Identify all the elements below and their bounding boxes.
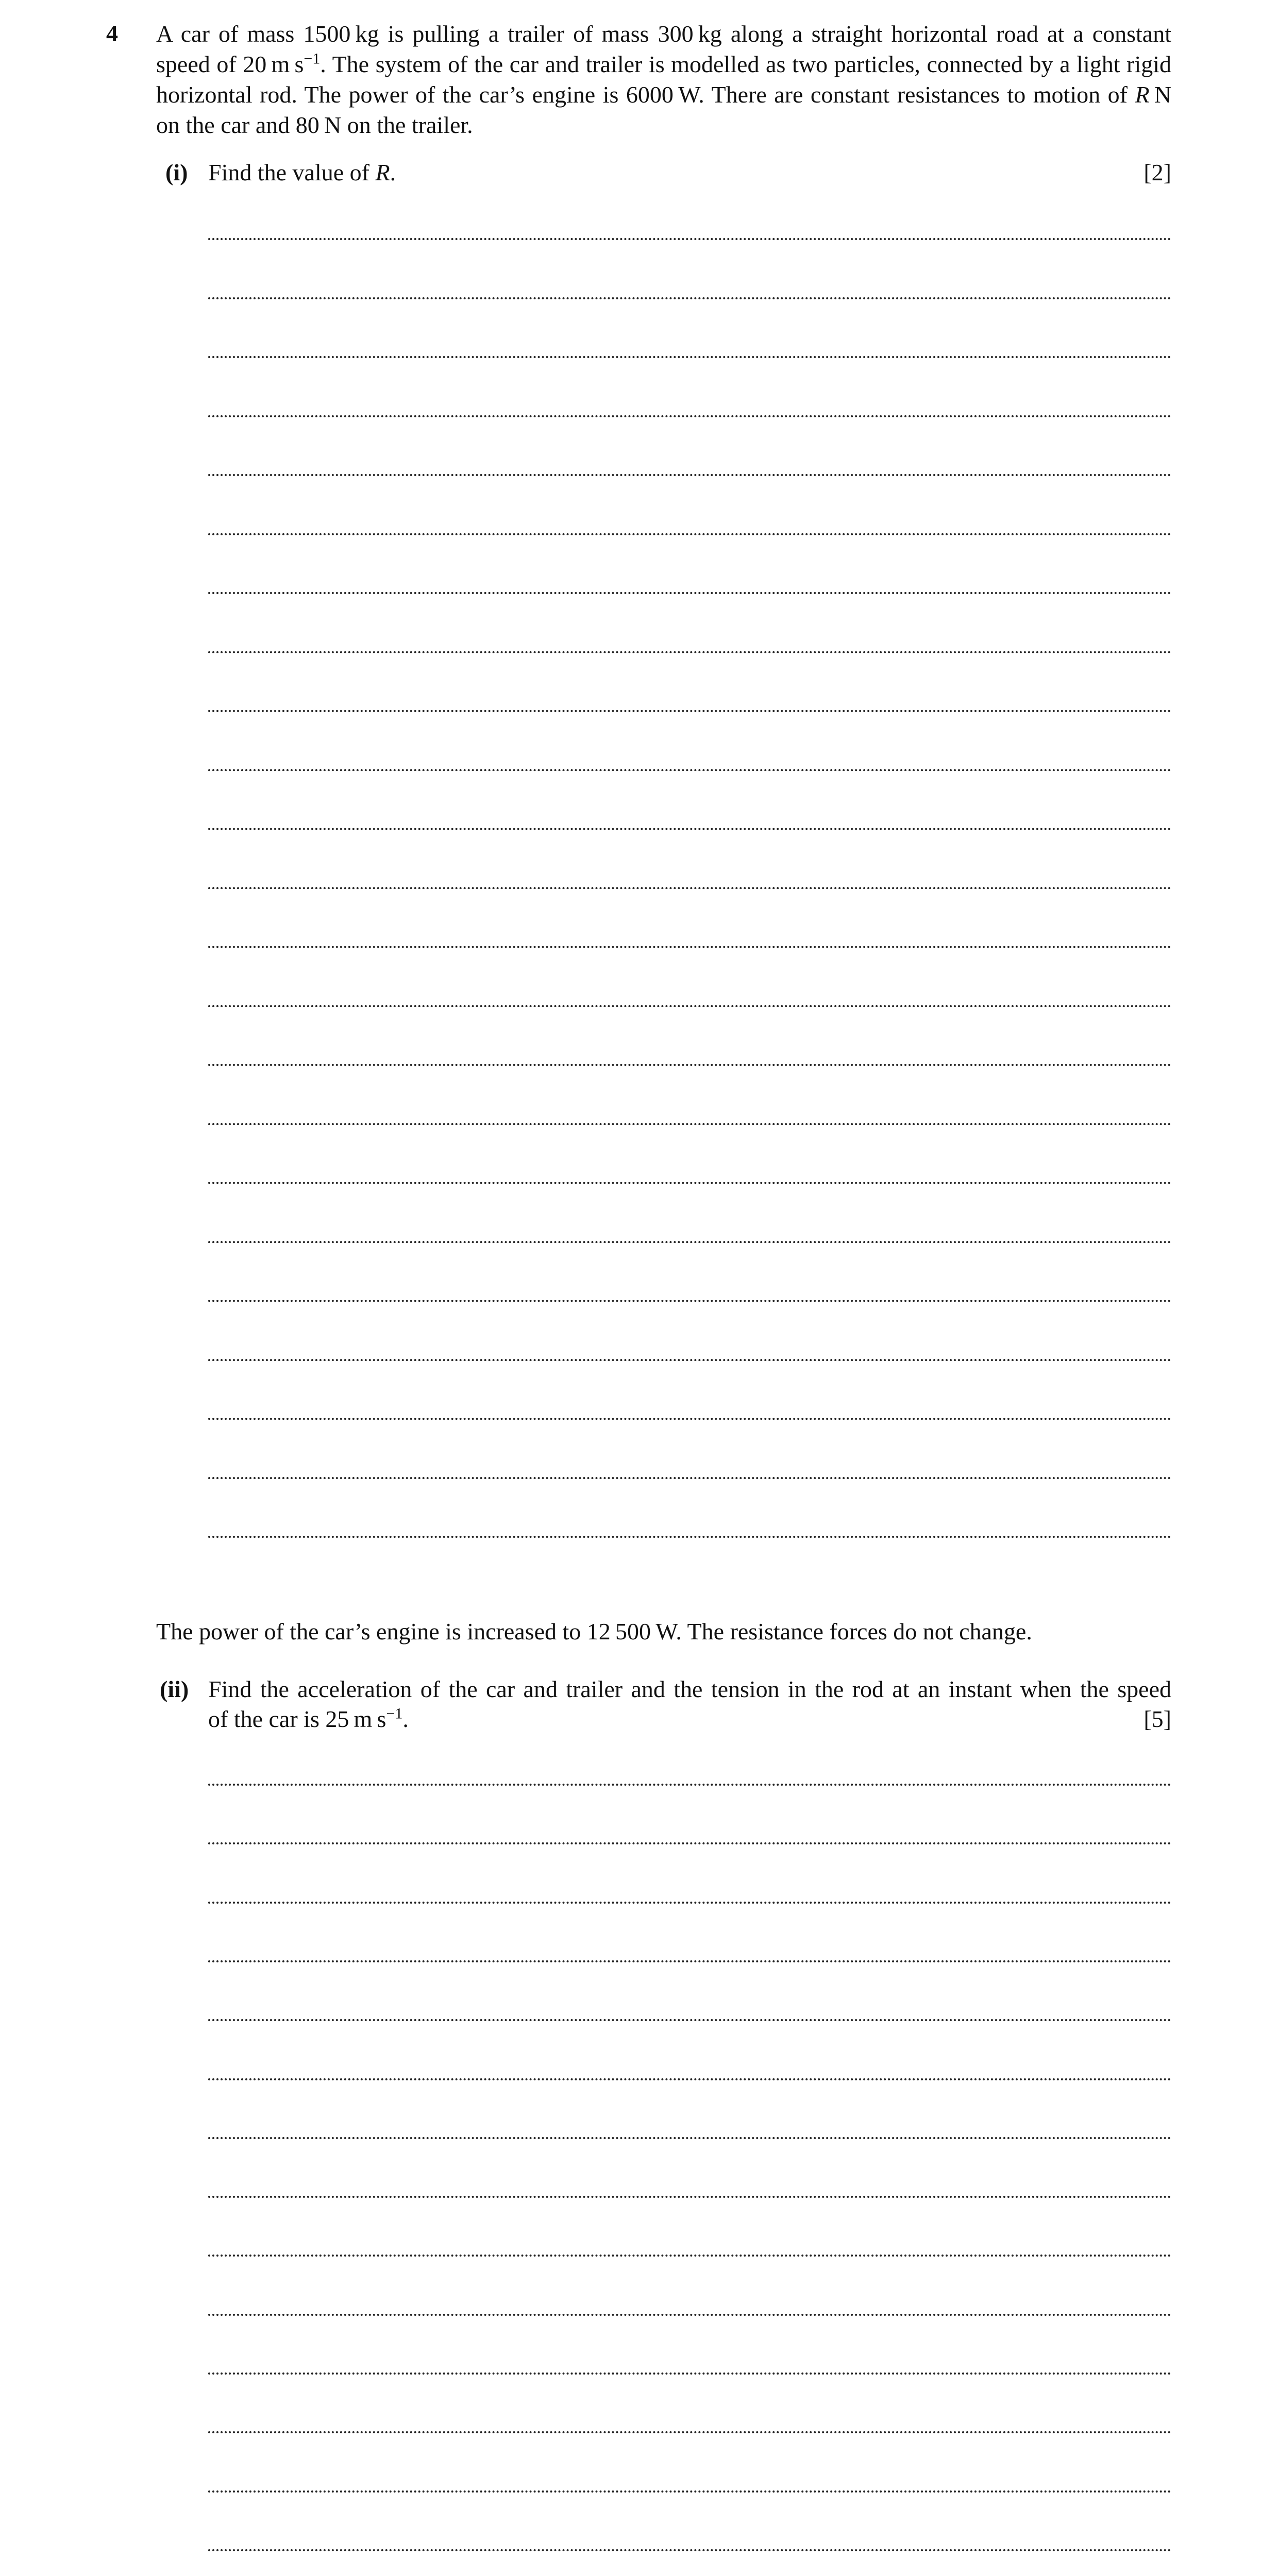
part-ii-question (208, 1674, 1171, 1734)
answer-line[interactable] (208, 1477, 1171, 1479)
answer-line[interactable] (208, 828, 1171, 830)
stem-text-2: . The system of the car and trailer is modelled as two particles, connected by a light rigid horizontal rod. The power of the car’s engine is 6000 W. There are constant resistances to motion of (156, 51, 1172, 108)
part-i-variable-r: R (375, 159, 390, 185)
answer-line[interactable] (208, 1300, 1171, 1302)
answer-line[interactable] (208, 1784, 1171, 1786)
answer-line[interactable] (208, 651, 1171, 653)
stem-unit-exponent: −1 (304, 50, 321, 67)
answer-line[interactable] (208, 1418, 1171, 1420)
answer-line[interactable] (208, 887, 1171, 889)
answer-line[interactable] (208, 1842, 1171, 1844)
transition-text: The power of the car’s engine is increased to 12 500 W. The resistance forces do not change. (156, 1618, 1032, 1645)
answer-line[interactable] (208, 1005, 1171, 1007)
answer-line[interactable] (208, 415, 1171, 417)
answer-line[interactable] (208, 592, 1171, 594)
answer-line[interactable] (208, 2314, 1171, 2316)
part-i-text-end: . (390, 159, 396, 185)
part-i-label: (i) (165, 159, 188, 185)
answer-line[interactable] (208, 1123, 1171, 1125)
stem-text-3: N on the car and 80 N on the trailer. (156, 81, 1171, 138)
part-i-question (208, 158, 396, 188)
answer-line[interactable] (208, 710, 1171, 712)
answer-line[interactable] (208, 2549, 1171, 2551)
answer-line[interactable] (208, 2019, 1171, 2021)
answer-line[interactable] (208, 1182, 1171, 1184)
answer-line[interactable] (208, 946, 1171, 948)
answer-line[interactable] (208, 1359, 1171, 1361)
stem-text-1: A car of mass 1500 kg is pulling a trailer of mass 300 kg along a straight horizontal road at a constant speed of 20 m s (156, 21, 1171, 77)
answer-line[interactable] (208, 2078, 1171, 2080)
answer-line[interactable] (208, 2137, 1171, 2139)
answer-line[interactable] (208, 769, 1171, 771)
part-ii-text-line1: Find the acceleration of the car and trailer and the tension in the rod at an instant when the speed (208, 1676, 1171, 1702)
part-ii-unit-exponent: −1 (386, 1705, 403, 1722)
question-number: 4 (106, 20, 118, 46)
answer-line[interactable] (208, 297, 1171, 299)
answer-line[interactable] (208, 533, 1171, 535)
answer-line[interactable] (208, 2372, 1171, 2375)
answer-line[interactable] (208, 474, 1171, 476)
part-i-text: Find the value of (208, 159, 376, 185)
part-i-marks: [2] (1144, 159, 1171, 185)
answer-line[interactable] (208, 2255, 1171, 2257)
part-ii-text-line2-main: of the car is 25 m s (208, 1706, 386, 1732)
answer-line[interactable] (208, 1960, 1171, 1962)
answer-line[interactable] (208, 2196, 1171, 2198)
stem-variable-r: R (1135, 81, 1150, 108)
part-ii-marks: [5] (1144, 1706, 1171, 1732)
answer-line[interactable] (208, 238, 1171, 240)
part-ii-text-line2-end: . (402, 1706, 409, 1732)
answer-line[interactable] (208, 1536, 1171, 1538)
answer-line[interactable] (208, 356, 1171, 358)
answer-line[interactable] (208, 2490, 1171, 2493)
part-ii-label: (ii) (160, 1676, 189, 1702)
answer-line[interactable] (208, 1902, 1171, 1904)
answer-line[interactable] (208, 1064, 1171, 1066)
answer-line[interactable] (208, 2431, 1171, 2433)
answer-line[interactable] (208, 1241, 1171, 1243)
part-ii-text-line2 (208, 1704, 1171, 1734)
question-stem (156, 19, 1171, 140)
